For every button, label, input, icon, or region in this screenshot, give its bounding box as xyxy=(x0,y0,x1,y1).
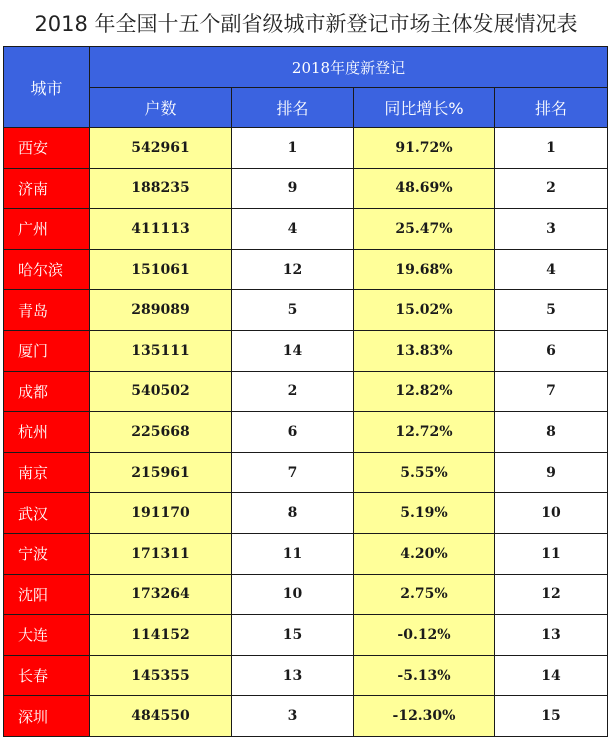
city-cell: 深圳 xyxy=(4,696,90,737)
growth-rank-cell: 2 xyxy=(495,168,608,209)
count-rank-cell: 1 xyxy=(232,128,354,169)
table-row xyxy=(4,128,608,169)
count-cell: 135111 xyxy=(90,330,232,371)
count-rank-cell: 14 xyxy=(232,330,354,371)
column-header-growth: 同比增长% xyxy=(354,88,495,128)
table-body xyxy=(4,128,608,737)
city-cell: 哈尔滨 xyxy=(4,249,90,290)
count-rank-cell: 13 xyxy=(232,655,354,696)
table-row xyxy=(4,168,608,209)
growth-rank-cell: 11 xyxy=(495,533,608,574)
growth-cell: 25.47% xyxy=(354,209,495,250)
growth-cell: -12.30% xyxy=(354,696,495,737)
count-rank-cell: 2 xyxy=(232,371,354,412)
registration-table xyxy=(3,46,608,737)
growth-cell: -0.12% xyxy=(354,615,495,656)
column-group-header: 2018年度新登记 xyxy=(90,47,608,88)
table-row xyxy=(4,330,608,371)
growth-rank-cell: 12 xyxy=(495,574,608,615)
growth-cell: 2.75% xyxy=(354,574,495,615)
count-cell: 173264 xyxy=(90,574,232,615)
city-cell: 成都 xyxy=(4,371,90,412)
count-rank-cell: 3 xyxy=(232,696,354,737)
growth-rank-cell: 13 xyxy=(495,615,608,656)
table-row xyxy=(4,655,608,696)
city-cell: 宁波 xyxy=(4,533,90,574)
growth-cell: 5.19% xyxy=(354,493,495,534)
count-cell: 171311 xyxy=(90,533,232,574)
growth-cell: 15.02% xyxy=(354,290,495,331)
city-cell: 济南 xyxy=(4,168,90,209)
city-cell: 南京 xyxy=(4,452,90,493)
growth-cell: 91.72% xyxy=(354,128,495,169)
growth-rank-cell: 1 xyxy=(495,128,608,169)
count-cell: 542961 xyxy=(90,128,232,169)
growth-rank-cell: 14 xyxy=(495,655,608,696)
growth-cell: 12.72% xyxy=(354,412,495,453)
count-cell: 540502 xyxy=(90,371,232,412)
growth-cell: 5.55% xyxy=(354,452,495,493)
city-cell: 大连 xyxy=(4,615,90,656)
city-cell: 厦门 xyxy=(4,330,90,371)
city-cell: 西安 xyxy=(4,128,90,169)
growth-rank-cell: 5 xyxy=(495,290,608,331)
growth-rank-cell: 3 xyxy=(495,209,608,250)
city-cell: 广州 xyxy=(4,209,90,250)
growth-rank-cell: 7 xyxy=(495,371,608,412)
count-rank-cell: 4 xyxy=(232,209,354,250)
count-cell: 114152 xyxy=(90,615,232,656)
growth-cell: -5.13% xyxy=(354,655,495,696)
growth-cell: 13.83% xyxy=(354,330,495,371)
table-row xyxy=(4,574,608,615)
count-cell: 411113 xyxy=(90,209,232,250)
count-cell: 289089 xyxy=(90,290,232,331)
table-row xyxy=(4,209,608,250)
growth-cell: 12.82% xyxy=(354,371,495,412)
count-rank-cell: 6 xyxy=(232,412,354,453)
growth-cell: 19.68% xyxy=(354,249,495,290)
growth-rank-cell: 10 xyxy=(495,493,608,534)
page-title: 2018 年全国十五个副省级城市新登记市场主体发展情况表 xyxy=(34,12,578,36)
city-cell: 武汉 xyxy=(4,493,90,534)
count-cell: 188235 xyxy=(90,168,232,209)
city-cell: 沈阳 xyxy=(4,574,90,615)
table-row xyxy=(4,493,608,534)
column-header-count-rank: 排名 xyxy=(232,88,354,128)
table-row xyxy=(4,371,608,412)
growth-rank-cell: 4 xyxy=(495,249,608,290)
count-rank-cell: 9 xyxy=(232,168,354,209)
table-row xyxy=(4,249,608,290)
column-header-city: 城市 xyxy=(4,47,90,128)
count-rank-cell: 7 xyxy=(232,452,354,493)
table-row xyxy=(4,452,608,493)
count-rank-cell: 15 xyxy=(232,615,354,656)
growth-cell: 4.20% xyxy=(354,533,495,574)
table-row xyxy=(4,696,608,737)
count-rank-cell: 11 xyxy=(232,533,354,574)
column-header-count: 户数 xyxy=(90,88,232,128)
table-row xyxy=(4,412,608,453)
count-cell: 225668 xyxy=(90,412,232,453)
count-cell: 215961 xyxy=(90,452,232,493)
table-row xyxy=(4,533,608,574)
table-row xyxy=(4,290,608,331)
city-cell: 青岛 xyxy=(4,290,90,331)
count-cell: 484550 xyxy=(90,696,232,737)
table-row xyxy=(4,615,608,656)
column-header-growth-rank: 排名 xyxy=(495,88,608,128)
growth-rank-cell: 8 xyxy=(495,412,608,453)
growth-rank-cell: 6 xyxy=(495,330,608,371)
count-rank-cell: 10 xyxy=(232,574,354,615)
growth-rank-cell: 9 xyxy=(495,452,608,493)
growth-rank-cell: 15 xyxy=(495,696,608,737)
city-cell: 杭州 xyxy=(4,412,90,453)
count-cell: 151061 xyxy=(90,249,232,290)
count-cell: 191170 xyxy=(90,493,232,534)
count-rank-cell: 5 xyxy=(232,290,354,331)
city-cell: 长春 xyxy=(4,655,90,696)
count-rank-cell: 12 xyxy=(232,249,354,290)
count-cell: 145355 xyxy=(90,655,232,696)
count-rank-cell: 8 xyxy=(232,493,354,534)
growth-cell: 48.69% xyxy=(354,168,495,209)
